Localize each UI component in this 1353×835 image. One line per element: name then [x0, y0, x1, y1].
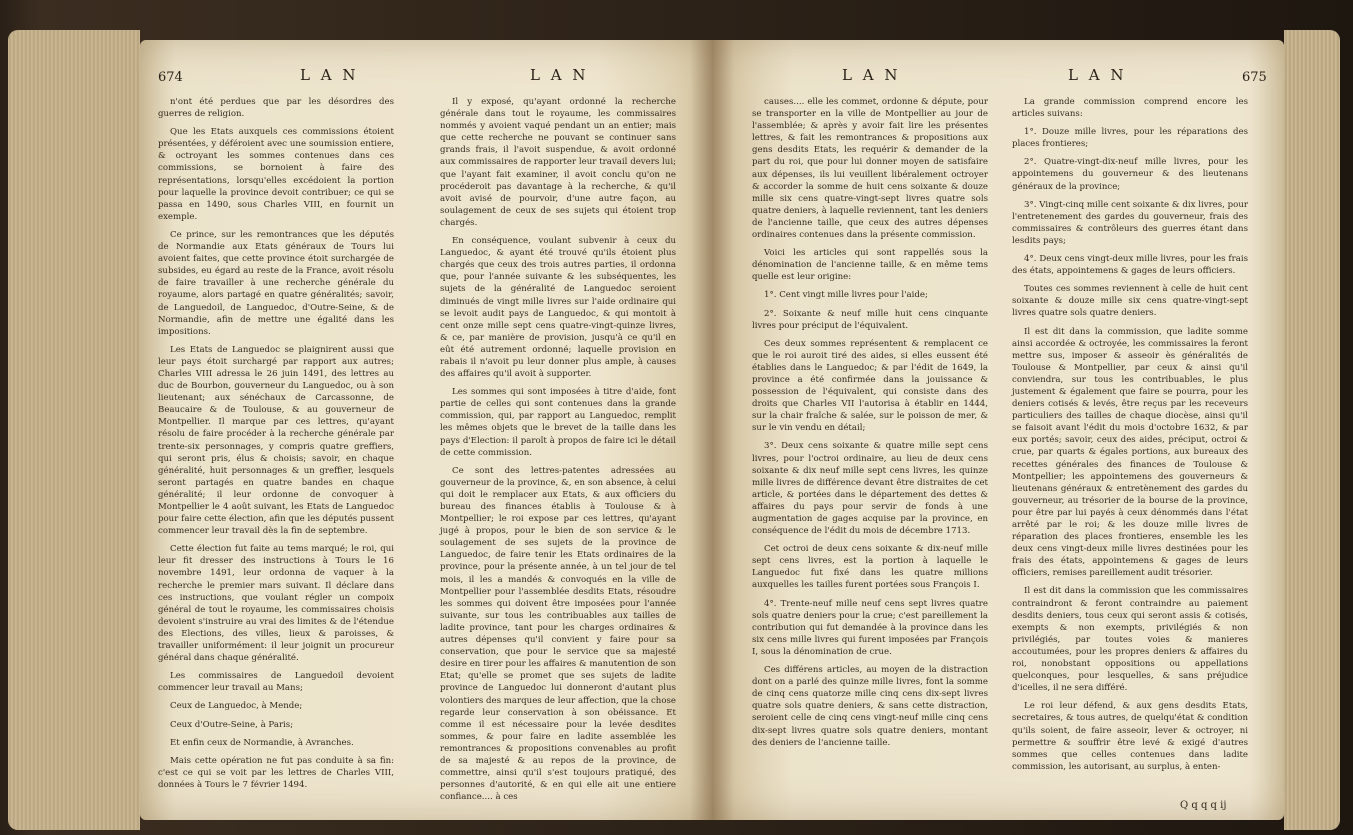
left-column-1 — [158, 96, 394, 797]
left-page-number: 674 — [158, 70, 183, 85]
paragraph: 3°. Vingt-cinq mille cent soixante & dix livres, pour l'entretenement des gardes du gouverneur, frais des commissaires & contrôleurs des guerres étant dans lesdits pays; — [1012, 199, 1248, 246]
right-column-2 — [1012, 96, 1248, 779]
paragraph: Toutes ces sommes reviennent à celle de huit cent soixante & douze mille six cens quatre-vingt-sept livres quatre sols quatre deniers. — [1012, 284, 1248, 319]
right-page-number: 675 — [1242, 70, 1267, 85]
paragraph: Ce prince, sur les remontrances que les députés de Normandie aux Etats généraux de Tours lui avoient faites, que cette province étoit surchargée de subsides, eu égard au reste de la France, avoit résolu de faire travailler à une recherche générale du royaume, alors partagé en quatre généralités; savoir, de Languedoil, de Languedoc, d'Outre-Seine, & de Normandie, afin de mettre une égalité dans les impositions. — [158, 229, 394, 337]
paragraph: Que les Etats auxquels ces commissions étoient présentées, y déféroient avec une soumission entiere, & octroyant les sommes contenues dans ces commissions, se bornoient à faire des représentations, lorsqu'elles excédoient la portion pour laquelle la province devoit contribuer; ce qui se passa en 1490, sous Charles VIII, en fournit un exemple. — [158, 127, 394, 222]
right-column-1 — [752, 96, 988, 755]
right-header-2: L A N — [1068, 66, 1127, 84]
paragraph: Il est dit dans la commission, que ladite somme ainsi accordée & octroyée, les commissaires la feront mettre sus, imposer & asseoir ès généralités de Toulouse & Montpellier, par ceux & ainsi qu'il conviendra, sur tous les contribuables, le plus justement & également que faire se pourra, pour les deniers cotisés & levés, être reçus par les receveurs particuliers des tailles de chaque diocèse, ainsi qu'il se faisoit avant l'édit du mois d'octobre 1632, & par eux portés; savoir, ceux des aides, préciput, octroi & crue, par quarts & égales portions, aux bureaux des recettes générales des finances de Toulouse & Montpellier; les appointemens des gouverneurs & lieutenans généraux & entretènement des gardes du gouverneur, au trésorier de la bourse de la province, pour être par lui payés à ceux dénommés dans l'état arrêté par le roi; & les douze mille livres de réparation des places frontieres, ensemble les les deux cens vingt-deux mille livres destinées pour les frais des états, appointemens & gages de leurs officiers, remises pareillement audit trésorier. — [1012, 326, 1248, 579]
left-header-1: L A N — [300, 66, 359, 84]
paragraph: 2°. Quatre-vingt-dix-neuf mille livres, pour les appointemens du gouverneur & des lieutenans généraux de la province; — [1012, 157, 1248, 192]
left-column-2 — [440, 96, 676, 809]
paragraph: Ces deux sommes représentent & remplacent ce que le roi auroit tiré des aides, si elles eussent été établies dans le Languedoc; & par l'édit de 1649, la province a été confirmée dans la jouissance & possession de l'équivalent, qui consiste dans des droits que Charles VII l'autorisa à établir en 1444, sur la chair fraîche & salée, sur le poisson de mer, & sur le vin vendu en détail; — [752, 338, 988, 434]
paragraph: Voici les articles qui sont rappellés sous la dénomination de l'ancienne taille, & en même tems quelle est leur origine: — [752, 248, 988, 283]
left-header-2: L A N — [530, 66, 589, 84]
paragraph: Le roi leur défend, & aux gens desdits Etats, secretaires, & tous autres, de quelqu'état & condition qu'ils soient, de faire asseoir, lever & octroyer, ni permettre & souffrir être levé & exigé d'autres sommes que celles contenues dans ladite commission, les autorisant, au surplus, à enten- — [1012, 701, 1248, 772]
paragraph: 4°. Deux cens vingt-deux mille livres, pour les frais des états, appointemens & gages de leurs officiers. — [1012, 254, 1248, 277]
paragraph: Ceux de Languedoc, à Mende; — [170, 701, 303, 712]
paragraph: n'ont été perdues que par les désordres des guerres de religion. — [158, 97, 394, 120]
paragraph: 2°. Soixante & neuf mille huit cens cinquante livres pour préciput de l'équivalent. — [752, 308, 988, 331]
right-header-1: L A N — [842, 66, 901, 84]
paragraph: 4°. Trente-neuf mille neuf cens sept livres quatre sols quatre deniers pour la crue; c'est pareillement la contribution qui fut demandée à la province dans les six cens mille livres qui furent imposées par François I, sous la dénomination de crue. — [752, 598, 988, 657]
paragraph: Ces différens articles, au moyen de la distraction dont on a parlé des quinze mille livres, font la somme de cinq cens quatorze mille cinq cens dix-sept livres quatre sols quatre deniers, & sans cette distraction, seroient celle de cinq cens vingt-neuf mille cinq cens dix-sept livres quatre sols quatre deniers, montant des deniers de l'ancienne taille. — [752, 665, 988, 748]
paragraph: Cet octroi de deux cens soixante & dix-neuf mille sept cens livres, est la portion à laquelle le Languedoc fut fixé dans les quatre millions auxquelles les tailles furent portées sous François I. — [752, 544, 988, 591]
paragraph: Et enfin ceux de Normandie, à Avranches. — [170, 737, 354, 748]
paragraph: Mais cette opération ne fut pas conduite à sa fin: c'est ce qui se voit par les lettres de Charles VIII, données à Tours le 7 février 1494. — [158, 755, 394, 790]
paragraph: Ce sont des lettres-patentes adressées au gouverneur de la province, &, en son absence, à celui qui doit le remplacer aux Etats, & aux officiers du bureau des finances établis à Toulouse & à Montpellier; le roi expose par ces lettres, qu'ayant jugé à propos, pour le bien de son service & le soulagement de ses sujets de la province de Languedoc, de faire tenir les Etats ordinaires de la province, pour la présente année, à un tel jour de tel mois, il les a mandés & convoqués en la ville de Montpellier pour l'assemblée desdits Etats, résoudre les sommes qui doivent être imposées pour l'année suivante, sur tous les contribuables aux tailles de ladite province, tant pour les charges ordinaires & autres dépenses qu'il convient y faire pour sa conservation, que pour le service que sa majesté desire en tirer pour les affaires & manutention de son Etat; qu'elle se promet que ses sujets de ladite province de Languedoc lui donneront d'autant plus volontiers des marques de leur affection, que la chose regarde leur conservation à son obéissance. Et comme il est nécessaire pour la levée desdites sommes, & pour faire en ladite assemblée les remontrances & propositions convenables au profit de sa majesté & au repos de la province, de commettre, ainsi qu'il s'est toujours pratiqué, des personnes d'autorité, & en qui elle ait une entiere confiance.... à ces — [440, 465, 676, 803]
paragraph: Il y exposé, qu'ayant ordonné la recherche générale dans tout le royaume, les commissaires nommés y avoient vaqué pendant un an entier; mais que cette recherche ne pouvant se continuer sans grands frais, il l'avoit suspendue, & avoit ordonné aux commissaires de rapporter leur travail devers lui; que l'ayant fait examiner, il avoit conclu qu'on ne procéderoit pas davantage à la recherche, & qu'il avoit avisé de pourvoir, d'une autre façon, au soulagement de ceux de ses sujets qui étoient trop chargés. — [440, 97, 676, 228]
left-page-edges — [8, 30, 140, 830]
paragraph: Il est dit dans la commission que les commissaires contraindront & feront contraindre au paiement desdits deniers, tous ceux qui seront assis & cotisés, exempts & non exempts, privilégiés & non privilégiés, par toutes voies & manieres accoutumées, pour les propres deniers & affaires du roi, nonobstant oppositions ou appellations quelconques, pour lesquelles, & sans préjudice d'icelles, il ne sera différé. — [1012, 586, 1248, 694]
right-page — [712, 40, 1284, 820]
paragraph: 1°. Cent vingt mille livres pour l'aide; — [764, 290, 928, 301]
paragraph: Cette élection fut faite au tems marqué; le roi, qui leur fit dresser des instructions à Tours le 16 novembre 1491, leur ordonna de vaquer à la recherche le premier mars suivant. Il déclare dans ces instructions, que voulant régler un compoix général de tout le royaume, les commissaires choisis devoient s'instruire au vrai des limites & de l'étendue des Elections, des villes, lieux & paroisses, & travailler uniformément: il leur joignit un procureur général dans chaque généralité. — [158, 544, 394, 664]
paragraph: 1°. Douze mille livres, pour les réparations des places frontieres; — [1012, 127, 1248, 150]
paragraph: causes.... elle les commet, ordonne & députe, pour se transporter en la ville de Montpellier au jour de l'assemblée; & après y avoir fait lire les présentes lettres, & fait les remontrances & propositions aux gens desdits Etats, les requérir & demander de la part du roi, que pour lui donner moyen de satisfaire aux dépenses, ils lui veuillent libéralement octroyer & accorder la somme de huit cens soixante & douze mille six cens quatre-vingt-sept livres quatre sols quatre deniers, à laquelle reviennent, tant les deniers de l'ancienne taille, que ceux des autres dépenses ordinaires contenues dans la présente commission. — [752, 97, 988, 241]
paragraph: Ceux d'Outre-Seine, à Paris; — [170, 719, 294, 730]
paragraph: En conséquence, voulant subvenir à ceux du Languedoc, & ayant été trouvé qu'ils étoient plus chargés que ceux des trois autres parties, il ordonna que, pour l'année suivante & les subséquentes, les sujets de la généralité de Languedoc seroient diminués de vingt mille livres sur l'aide ordinaire qui se levoit audit pays de Languedoc, & qui montoit à cent onze mille sept cens quatre-vingt-quinze livres, & ce, par manière de provision, jusqu'à ce qu'il en eût été autrement ordonné; laquelle provision en rabais il n'avoit pu leur donner plus ample, à causes des affaires qu'il avoit à supporter. — [440, 236, 676, 380]
signature-mark: Q q q q ij — [1180, 800, 1227, 811]
paragraph: 3°. Deux cens soixante & quatre mille sept cens livres, pour l'octroi ordinaire, au lieu de deux cens soixante & dix neuf mille sept cens livres, les quinze mille livres de différence devant être distraites de cet article, & portées dans le département des dettes & affaires du pays pour servir de fonds à une augmentation de gages acquise par la province, en conséquence de l'édit du mois de décembre 1713. — [752, 441, 988, 537]
paragraph: Les commissaires de Languedoil devoient commencer leur travail au Mans; — [158, 671, 394, 694]
left-page — [140, 40, 712, 820]
book-gutter — [690, 40, 734, 820]
paragraph: Les sommes qui sont imposées à titre d'aide, font partie de celles qui sont contenues dans la grande commission, qui, par rapport au Languedoc, remplit les mêmes objets que le brevet de la taille dans les pays d'Election: il paroît à propos de faire ici le détail de cette commission. — [440, 387, 676, 458]
right-page-edges — [1284, 30, 1340, 830]
paragraph: La grande commission comprend encore les articles suivans: — [1012, 97, 1248, 120]
paragraph: Les Etats de Languedoc se plaignirent aussi que leur pays étoit surchargé par rapport aux autres; Charles VIII adressa le 26 juin 1491, des lettres au duc de Bourbon, gouverneur du Languedoc, ou à son lieutenant; aux sénéchaux de Carcassonne, de Beaucaire & de Toulouse, & au gouverneur de Montpellier. Il marque par ces lettres, qu'ayant résolu de faire procéder à la recherche générale par trente-six personnages, y compris quatre greffiers, qui seront pris, élus & choisis; savoir, en chaque généralité, huit personnages & un greffier, lesquels seront partagés en quatre bandes en chaque généralité; il leur ordonne de convoquer à Montpellier le 4 août suivant, les Etats de Languedoc pour faire cette élection, afin que les députés pussent commencer leur travail dès la fin de septembre. — [158, 344, 394, 537]
